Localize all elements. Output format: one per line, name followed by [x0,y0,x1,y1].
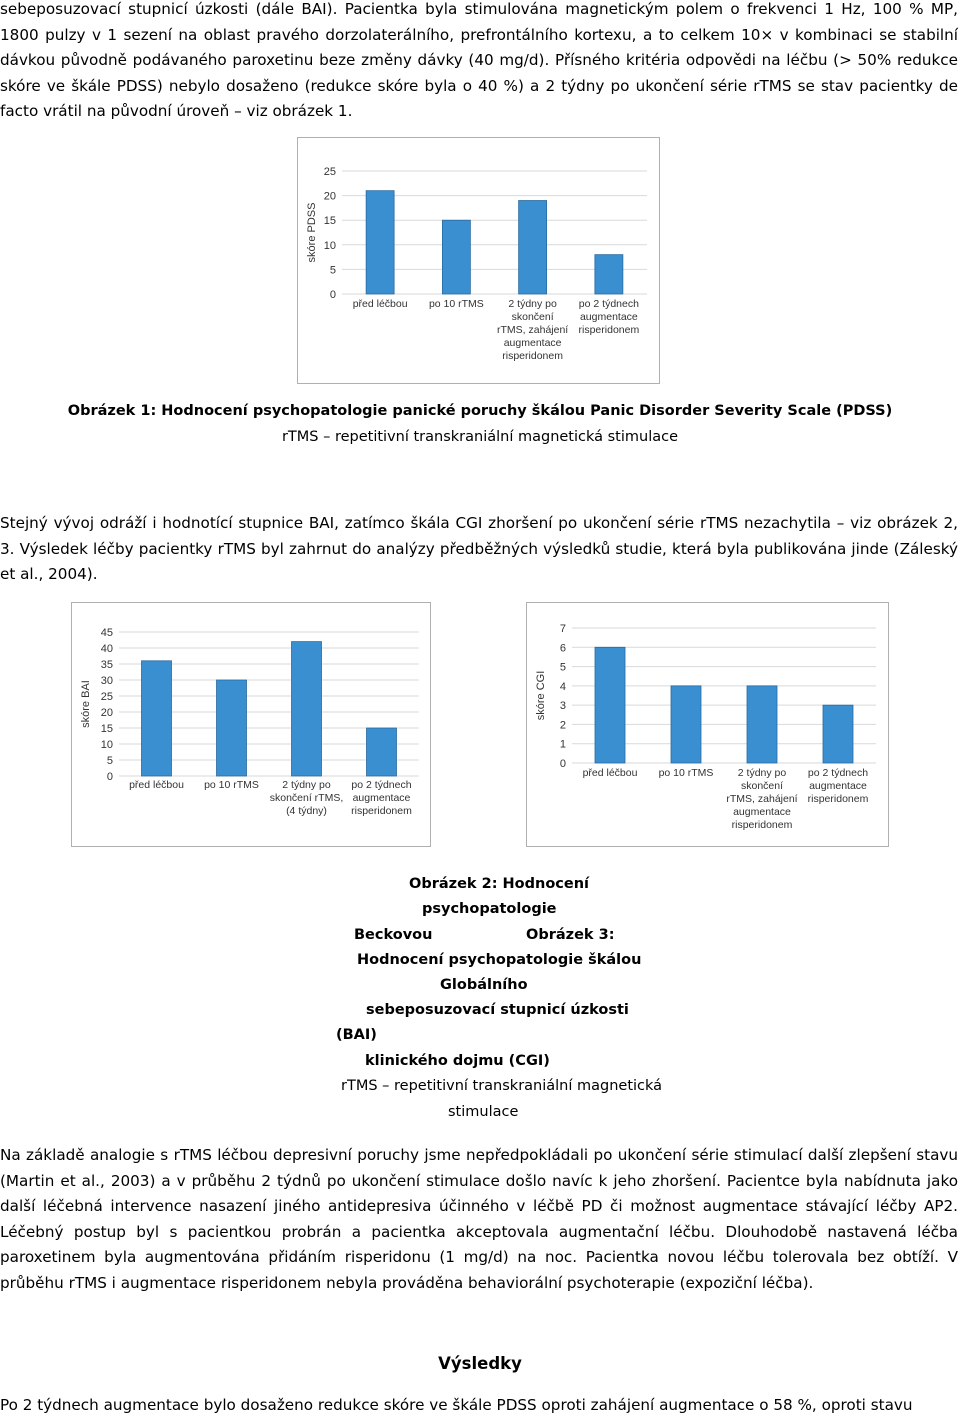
x-category-label: skončení [511,311,554,323]
y-tick-label: 10 [100,739,113,751]
y-tick-label: 5 [106,755,113,767]
x-category-label: augmentace [352,792,411,804]
bar [367,728,397,776]
x-category-label: 2 týdny po [508,298,557,310]
y-tick-label: 20 [100,707,113,719]
y-tick-label: 0 [329,289,336,301]
y-tick-label: 25 [323,166,336,178]
y-tick-label: 30 [100,675,113,687]
x-category-label: risperidonem [807,793,869,805]
x-category-label: augmentace [503,337,562,349]
y-tick-label: 5 [559,661,566,674]
figure-2-3-caption-line: psychopatologie [422,901,557,917]
x-category-label: rTMS, zahájení [726,793,798,805]
chart-pdss [297,137,660,384]
y-tick-label: 40 [100,643,113,655]
bar [595,647,625,763]
y-tick-label: 3 [559,700,566,713]
figure-2-3-caption-line: sebeposuzovací stupnicí úzkosti [366,1002,629,1018]
y-tick-label: 20 [323,190,336,203]
bar [366,191,394,294]
figure-1-caption: Obrázek 1: Hodnocení psychopatologie panické poruchy škálou Panic Disorder Severity Scale (PDSS) [67,403,893,419]
chart-cgi [526,602,889,847]
figure-2-3-note-line: stimulace [448,1104,519,1120]
bar [671,686,701,763]
y-tick-label: 5 [329,264,336,277]
section-heading-vysledky: Výsledky [438,1354,522,1373]
x-category-label: rTMS, zahájení [497,324,569,336]
figure-2-3-caption-line: Obrázek 3: [526,927,615,943]
y-axis-label: skóre BAI [80,680,92,728]
y-tick-label: 2 [559,719,566,732]
x-category-label: risperidonem [502,350,563,362]
bar [142,661,172,776]
figure-2-3-caption-line: Hodnocení psychopatologie škálou [357,952,642,968]
x-category-label: před léčbou [352,298,408,310]
y-axis-label: skóre CGI [535,670,547,721]
x-category-label: augmentace [809,780,867,792]
paragraph-2: Stejný vývoj odráží i hodnotící stupnice BAI, zatímco škála CGI zhoršení po ukončení série rTMS nezachytila – viz obrázek 2, 3. Výsledek léčby pacientky rTMS byl zahrnut do analýzy předběžných výsledků studie, která byla publikována jinde (Záleský et al., 2004). [0,514,958,584]
y-tick-label: 6 [559,642,566,655]
figure-2-3-caption-line: klinického dojmu (CGI) [365,1053,550,1069]
figure-2-3-caption-line: Globálního [440,977,528,993]
chart-pdss-svg [297,137,660,384]
bar [442,220,470,294]
bar [519,201,547,294]
x-category-label: po 2 týdnech [578,298,639,310]
x-category-label: skončení [740,780,784,792]
figure-2-3-caption-line: (BAI) [336,1027,377,1043]
paragraph-4: Po 2 týdnech augmentace bylo dosaženo redukce skóre ve škále PDSS oproti zahájení augmentace o 58 %, oproti stavu [0,1396,913,1414]
chart-cgi-svg [526,602,889,847]
x-category-label: před léčbou [129,779,184,791]
chart-bai [71,602,431,847]
y-tick-label: 4 [559,680,566,693]
figure-2-3-note-line: rTMS – repetitivní transkraniální magnetická [341,1078,663,1094]
y-axis-label: skóre PDSS [306,202,318,263]
chart-bai-svg [71,602,431,847]
y-tick-label: 45 [100,627,113,639]
x-category-label: augmentace [579,311,638,323]
y-tick-label: 1 [559,738,566,751]
y-tick-label: 25 [100,691,113,703]
bar [217,680,247,776]
x-category-label: po 10 rTMS [658,767,714,779]
x-category-label: po 10 rTMS [204,779,259,791]
x-category-label: risperidonem [351,805,412,817]
figure-1-note: rTMS – repetitivní transkraniální magnetická stimulace [281,429,679,445]
paragraph-3: Na základě analogie s rTMS léčbou depresivní poruchy jsme nepředpokládali po ukončení série stimulací další zlepšení stavu (Martin et al., 2003) a v průběhu 2 týdnů po ukončení stimulace došlo navíc k jeho zhoršení. Pacientce byla nabídnuta jako další léčebná intervence nasazení jiného antidepresiva účinného v léčbě PD či možnost augmentace stávající léčby AP2. Léčebný postup byl s pacientkou probrán a pacientka akceptovala augmentační léčbu. Dlouhodobě nastavená léčba paroxetinem byla augmentována přidáním risperidonu (1 mg/d) na noc. Pacientka novou léčbu tolerovala bez obtíží. V průběhu rTMS i augmentace risperidonem nebyla prováděna behaviorální psychoterapie (expoziční léčba). [0,1146,958,1292]
y-tick-label: 10 [323,239,336,252]
x-category-label: risperidonem [731,819,793,831]
figure-2-3-caption-line: Obrázek 2: Hodnocení [409,876,590,892]
x-category-label: po 2 týdnech [351,779,412,791]
y-tick-label: 15 [323,215,336,228]
x-category-label: 2 týdny po [282,779,331,791]
x-category-label: augmentace [733,806,791,818]
x-category-label: po 10 rTMS [428,298,484,310]
y-tick-label: 15 [100,723,113,735]
x-category-label: (4 týdny) [286,805,327,817]
paragraph-1: sebeposuzovací stupnicí úzkosti (dále BAI). Pacientka byla stimulována magnetickým polem o frekvenci 1 Hz, 100 % MP, 1800 pulzy v 1 sezení na oblast pravého dorzolaterálního, prefrontálního kortexu, a to celkem 10× v kombinaci se stabilní dávkou původně podávaného paroxetinu beze změny dávky (40 mg/d). Přísného kritéria odpovědi na léčbu (> 50% redukce skóre ve škále PDSS) nebylo dosaženo (redukce skóre byla o 40 %) a 2 týdny po ukončení série rTMS se stav pacientky de facto vrátil na původní úroveň – viz obrázek 1. [0,0,958,121]
x-category-label: risperidonem [578,324,640,336]
y-tick-label: 7 [559,623,566,635]
x-category-label: 2 týdny po [737,767,787,779]
bar [292,642,322,776]
bar [747,686,777,763]
y-tick-label: 35 [100,659,113,671]
x-category-label: před léčbou [582,767,638,779]
x-category-label: skončení rTMS, [269,792,344,804]
x-category-label: po 2 týdnech [807,767,869,779]
bar [595,255,623,294]
bar [823,705,853,763]
y-tick-label: 0 [559,758,566,770]
figure-2-3-caption-line: Beckovou [354,927,433,943]
y-tick-label: 0 [106,771,113,783]
